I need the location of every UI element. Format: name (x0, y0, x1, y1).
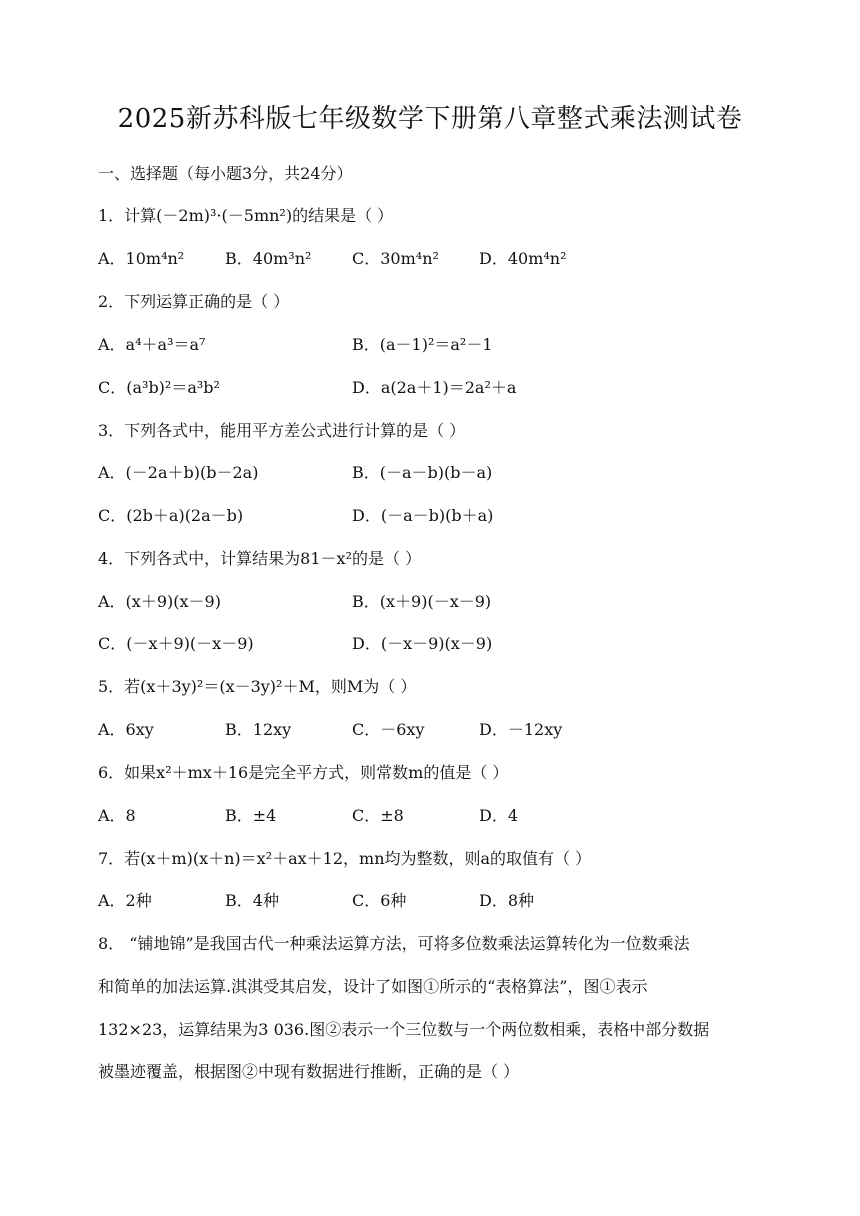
q4-option-b: B．(x＋9)(－x－9) (352, 592, 492, 611)
q7-option-b: B．4种 (225, 891, 279, 910)
q5-option-a: A．6xy (98, 720, 154, 739)
question-3-stem: 3．下列各式中，能用平方差公式进行计算的是（ ） (98, 421, 466, 440)
question-5-stem: 5．若(x＋3y)²＝(x－3y)²＋M，则M为（ ） (98, 677, 417, 696)
q6-option-b: B．±4 (225, 806, 277, 825)
q7-option-d: D．8种 (479, 891, 535, 910)
q6-option-a: A．8 (98, 806, 136, 825)
q3-option-b: B．(－a－b)(b－a) (352, 463, 493, 482)
q2-option-b: B．(a－1)²＝a²－1 (352, 335, 493, 354)
q1-option-b: B．40m³n² (225, 249, 312, 268)
question-6-stem: 6．如果x²＋mx＋16是完全平方式，则常数m的值是（ ） (98, 763, 509, 782)
q2-option-a: A．a⁴＋a³＝a⁷ (98, 335, 206, 354)
question-2-stem: 2．下列运算正确的是（ ） (98, 292, 290, 311)
q7-option-a: A．2种 (98, 891, 152, 910)
q6-option-d: D．4 (479, 806, 519, 825)
q3-option-d: D．(－a－b)(b＋a) (352, 506, 494, 525)
question-4-stem: 4．下列各式中，计算结果为81－x²的是（ ） (98, 549, 422, 568)
q3-option-c: C．(2b＋a)(2a－b) (98, 506, 244, 525)
question-8-line-2: 和简单的加法运算.淇淇受其启发，设计了如图①所示的“表格算法”，图①表示 (98, 977, 648, 996)
question-8-line-3: 132×23，运算结果为3 036.图②表示一个三位数与一个两位数相乘，表格中部分数据 (98, 1020, 710, 1039)
section-heading: 一、选择题（每小题3分，共24分） (98, 164, 353, 183)
q4-option-c: C．(－x＋9)(－x－9) (98, 634, 254, 653)
q2-option-d: D．a(2a＋1)＝2a²＋a (352, 378, 517, 397)
q7-option-c: C．6种 (352, 891, 407, 910)
q5-option-c: C．－6xy (352, 720, 425, 739)
question-8-line-1: 8． “铺地锦”是我国古代一种乘法运算方法，可将多位数乘法运算转化为一位数乘法 (98, 934, 690, 953)
q6-option-c: C．±8 (352, 806, 404, 825)
q1-option-c: C．30m⁴n² (352, 249, 439, 268)
question-7-stem: 7．若(x＋m)(x＋n)＝x²＋ax＋12，mn均为整数，则a的取值有（ ） (98, 849, 592, 868)
q4-option-a: A．(x＋9)(x－9) (98, 592, 221, 611)
q1-option-d: D．40m⁴n² (479, 249, 567, 268)
q5-option-b: B．12xy (225, 720, 292, 739)
question-1-stem: 1．计算(－2m)³·(－5mn²)的结果是（ ） (98, 206, 394, 225)
q4-option-d: D．(－x－9)(x－9) (352, 634, 493, 653)
q2-option-c: C．(a³b)²＝a³b² (98, 378, 220, 397)
question-8-line-4: 被墨迹覆盖，根据图②中现有数据进行推断，正确的是（ ） (98, 1062, 520, 1081)
q5-option-d: D．－12xy (479, 720, 563, 739)
q1-option-a: A．10m⁴n² (98, 249, 185, 268)
q3-option-a: A．(－2a＋b)(b－2a) (98, 463, 259, 482)
document-title: 2025新苏科版七年级数学下册第八章整式乘法测试卷 (117, 104, 743, 134)
